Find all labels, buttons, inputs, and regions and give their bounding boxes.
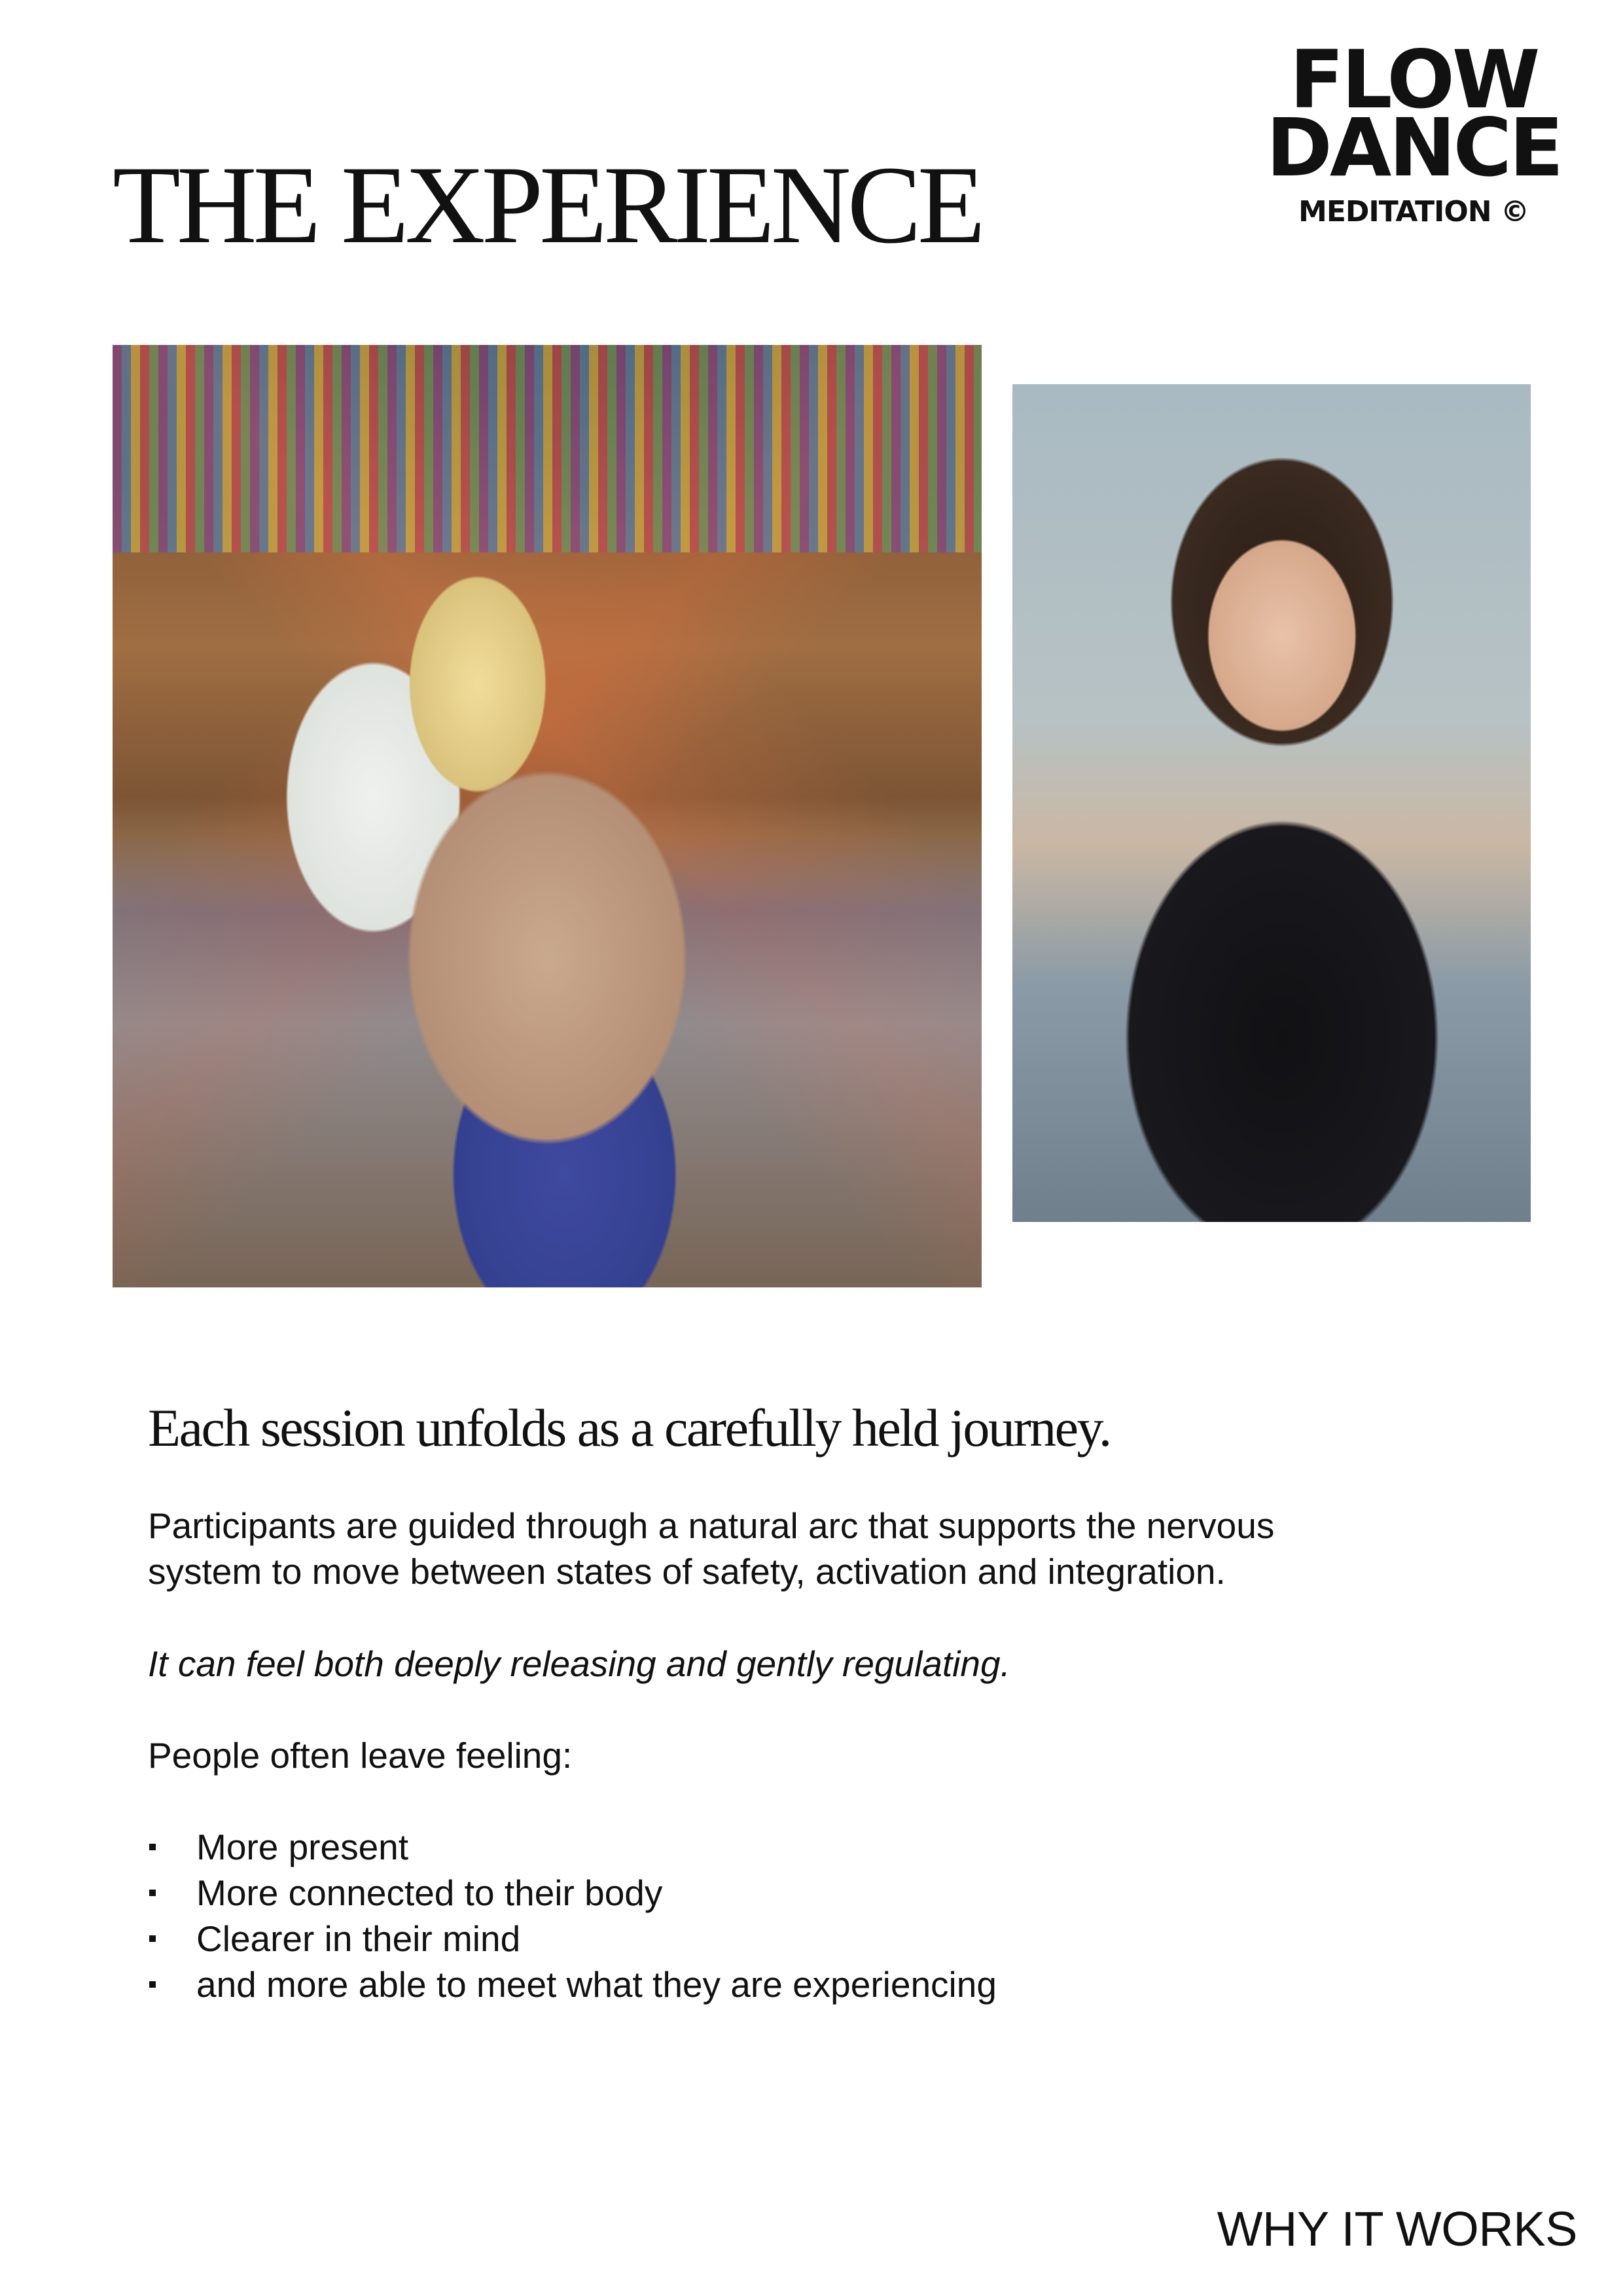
feelings-lead-in: People often leave feeling: (148, 1735, 573, 1776)
italic-paragraph: It can feel both deeply releasing and gently regulating. (148, 1643, 1010, 1684)
intro-paragraph: Participants are guided through a natural arc that supports the nervous system to move between states of safety, activation and integration. (148, 1505, 1275, 1592)
flow-dance-logo (1250, 33, 1577, 228)
section-headline: Each session unfolds as a carefully held journey. (148, 1398, 1111, 1458)
prayer-flags-decoration (113, 345, 982, 552)
photo-woman-headphones (1012, 384, 1531, 1222)
list-item (148, 1916, 997, 1962)
list-item (148, 1962, 997, 2007)
logo-line-dance: DANCE (1266, 101, 1561, 194)
logo-line-meditation: MEDITATION © (1298, 195, 1529, 228)
bullet-square-icon (149, 1981, 156, 1988)
list-item-text: More present (196, 1827, 409, 1867)
feelings-list (148, 1824, 997, 2007)
list-item-text: and more able to meet what they are experiencing (196, 1964, 997, 2005)
list-item (148, 1824, 997, 1870)
list-item (148, 1870, 997, 1916)
photo-group-dance-barn (113, 345, 982, 1287)
list-item-text: Clearer in their mind (196, 1918, 521, 1959)
footer-section-label: WHY IT WORKS (1217, 2202, 1577, 2256)
logo-line-flow: FLOW (1289, 33, 1538, 126)
list-item-text: More connected to their body (196, 1873, 663, 1913)
page-title: THE EXPERIENCE (113, 143, 982, 266)
bullet-square-icon (149, 1890, 156, 1896)
bullet-square-icon (149, 1844, 156, 1850)
bullet-square-icon (149, 1935, 156, 1942)
